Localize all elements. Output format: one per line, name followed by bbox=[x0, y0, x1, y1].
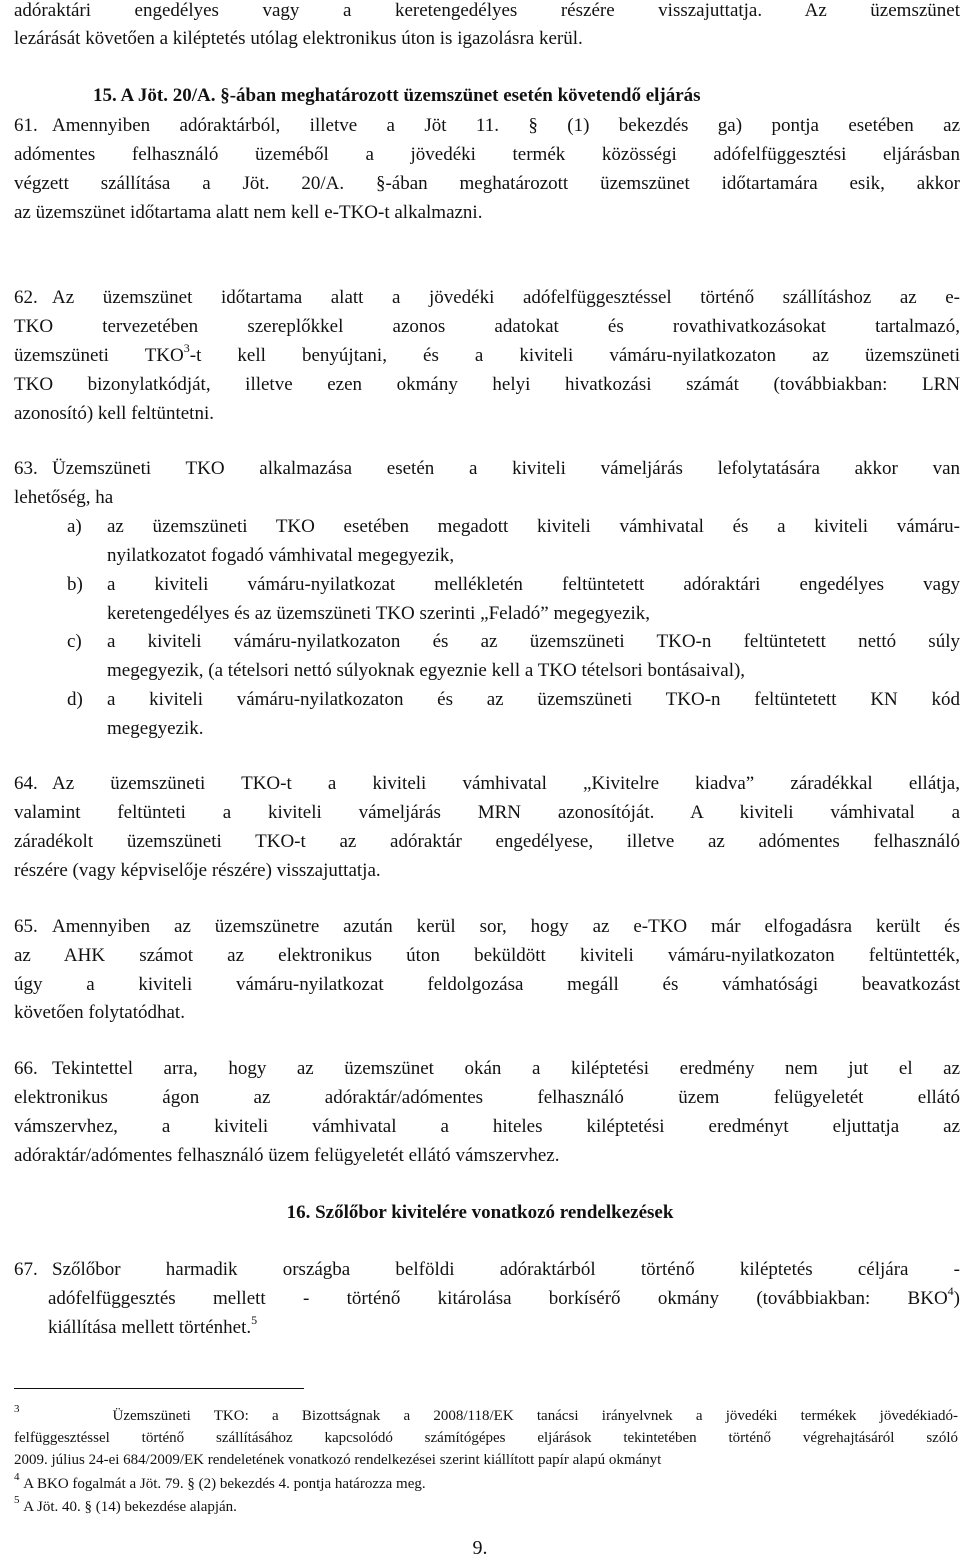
list-item-line: megegyezik, (a tételsori nettó súlyoknak egyeznie kell a TKO tételsori bontásaival), bbox=[107, 660, 746, 681]
paragraph-line: azonosító) kell feltüntetni. bbox=[14, 403, 214, 424]
footnote-marker: 5 bbox=[14, 1494, 20, 1506]
paragraph-line: Üzemszüneti TKO alkalmazása esetén a kiviteli vámeljárás lefolytatására akkor van bbox=[52, 458, 960, 479]
paragraph-line: adóraktári engedélyes vagy a keretengedélyes részére visszajuttatja. Az üzemszünet bbox=[14, 0, 960, 21]
footnote-marker: 4 bbox=[14, 1471, 20, 1483]
paragraph-line: úgy a kiviteli vámáru-nyilatkozat feldolgozása megáll és vámhatósági beavatkozást bbox=[14, 974, 960, 995]
text-segment: ) bbox=[953, 1288, 960, 1309]
list-item-line: a kiviteli vámáru-nyilatkozat mellékletén feltüntetett adóraktári engedélyes vagy bbox=[107, 574, 960, 595]
paragraph-line: Az üzemszüneti TKO-t a kiviteli vámhivatal „Kivitelre kiadva” záradékkal ellátja, bbox=[52, 773, 960, 794]
footnote-5 bbox=[14, 1494, 958, 1516]
paragraph-line: Amennyiben az üzemszünetre azután kerül sor, hogy az e-TKO már elfogadásra került és bbox=[52, 916, 960, 937]
paragraph-line bbox=[14, 340, 960, 367]
paragraph-line: Szőlőbor harmadik országba belföldi adóraktárból történő kiléptetés céljára - bbox=[52, 1259, 960, 1280]
text-segment: kiállítása mellett történhet. bbox=[48, 1317, 252, 1338]
footnote-text: Üzemszüneti TKO: a Bizottságnak a 2008/118/EK tanácsi irányelvnek a jövedéki termékek jövedékiadó- bbox=[112, 1408, 958, 1424]
item-number: 67. bbox=[14, 1259, 38, 1280]
item-number: 62. bbox=[14, 287, 38, 308]
paragraph-line bbox=[48, 1283, 960, 1310]
footnote-ref[interactable]: 3 bbox=[183, 340, 190, 355]
item-number: 64. bbox=[14, 773, 38, 794]
paragraph-line: lehetőség, ha bbox=[14, 487, 114, 508]
list-label: d) bbox=[67, 689, 83, 710]
item-number: 66. bbox=[14, 1058, 38, 1079]
paragraph-line: Amennyiben adóraktárból, illetve a Jöt 11. § (1) bekezdés ga) pontja esetében az bbox=[52, 115, 960, 136]
paragraph-line: TKO tervezetében szereplőkkel azonos adatokat és rovathivatkozásokat tartalmazó, bbox=[14, 316, 960, 337]
list-label: a) bbox=[67, 516, 82, 537]
footnote-3 bbox=[14, 1403, 958, 1425]
paragraph-line: záradékolt üzemszüneti TKO-t az adóraktár engedélyese, illetve az adómentes felhasználó bbox=[14, 831, 960, 852]
paragraph-line: valamint feltünteti a kiviteli vámeljárás MRN azonosítóját. A kiviteli vámhivatal a bbox=[14, 802, 960, 823]
list-item-line: megegyezik. bbox=[107, 718, 204, 739]
footnote-line: 2009. július 24-ei 684/2009/EK rendeletének vonatkozó rendelkezései szerint kiállított papír alapú okmányt bbox=[14, 1452, 662, 1468]
list-label: c) bbox=[67, 631, 82, 652]
section-heading: 16. Szőlőbor kivitelére vonatkozó rendelkezések bbox=[286, 1202, 674, 1223]
paragraph-line: Az üzemszünet időtartama alatt a jövedéki adófelfüggesztéssel történő szállításhoz az e- bbox=[52, 287, 960, 308]
text-segment: adófelfüggesztés mellett - történő kitárolása borkísérő okmány (továbbiakban: BKO bbox=[48, 1288, 948, 1309]
text-segment: -t kell benyújtani, és a kiviteli vámáru-nyilatkozaton az üzemszüneti bbox=[189, 345, 960, 366]
item-number: 65. bbox=[14, 916, 38, 937]
item-number: 63. bbox=[14, 458, 38, 479]
paragraph-line: az AHK számot az elektronikus úton beküldött kiviteli vámáru-nyilatkozaton feltüntették, bbox=[14, 945, 960, 966]
paragraph-line: követően folytatódhat. bbox=[14, 1002, 185, 1023]
paragraph-line: az üzemszünet időtartama alatt nem kell e-TKO-t alkalmazni. bbox=[14, 202, 483, 223]
footnote-ref[interactable]: 4 bbox=[947, 1283, 954, 1298]
paragraph-line: elektronikus ágon az adóraktár/adómentes felhasználó üzem felügyeletét ellátó bbox=[14, 1087, 960, 1108]
footnote-text: A Jöt. 40. § (14) bekezdése alapján. bbox=[23, 1499, 237, 1515]
footnote-separator bbox=[14, 1388, 304, 1389]
footnote-line: felfüggesztéssel történő szállításához kapcsolódó számítógépes eljárások tekintetében történő végrehajtásáról szóló bbox=[14, 1430, 958, 1446]
item-number: 61. bbox=[14, 115, 38, 136]
paragraph-line: Tekintettel arra, hogy az üzemszünet okán a kiléptetési eredmény nem jut el az bbox=[52, 1058, 960, 1079]
section-heading: 15. A Jöt. 20/A. §-ában meghatározott üzemszünet esetén követendő eljárás bbox=[93, 85, 701, 106]
list-item-line: az üzemszüneti TKO esetében megadott kiviteli vámhivatal és a kiviteli vámáru- bbox=[107, 516, 960, 537]
text-segment: üzemszüneti TKO bbox=[14, 345, 184, 366]
list-item-line: a kiviteli vámáru-nyilatkozaton és az üzemszüneti TKO-n feltüntetett nettó súly bbox=[107, 631, 960, 652]
paragraph-line: adómentes felhasználó üzeméből a jövedéki termék közösségi adófelfüggesztési eljárásban bbox=[14, 144, 960, 165]
paragraph-line: részére (vagy képviselője részére) visszajuttatja. bbox=[14, 860, 381, 881]
footnote-text: A BKO fogalmát a Jöt. 79. § (2) bekezdés 4. pontja határozza meg. bbox=[23, 1476, 426, 1492]
list-item-line: a kiviteli vámáru-nyilatkozaton és az üzemszüneti TKO-n feltüntetett KN kód bbox=[107, 689, 960, 710]
list-label: b) bbox=[67, 574, 83, 595]
paragraph-line: lezárását követően a kiléptetés utólag elektronikus úton is igazolásra kerül. bbox=[14, 28, 583, 49]
list-item-line: keretengedélyes és az üzemszüneti TKO szerinti „Feladó” megegyezik, bbox=[107, 603, 651, 624]
footnote-4 bbox=[14, 1471, 958, 1493]
paragraph-line: adóraktár/adómentes felhasználó üzem felügyeletét ellátó vámszervhez. bbox=[14, 1145, 560, 1166]
footnote-marker: 3 bbox=[14, 1403, 20, 1415]
list-item-line: nyilatkozatot fogadó vámhivatal megegyezik, bbox=[107, 545, 455, 566]
paragraph-line bbox=[48, 1312, 960, 1339]
paragraph-line: vámszervhez, a kiviteli vámhivatal a hiteles kiléptetési eredményt eljuttatja az bbox=[14, 1116, 960, 1137]
page-number: 9. bbox=[472, 1537, 488, 1559]
paragraph-line: végzett szállítása a Jöt. 20/A. §-ában meghatározott üzemszünet időtartamára esik, akkor bbox=[14, 173, 960, 194]
paragraph-line: TKO bizonylatkódját, illetve ezen okmány helyi hivatkozási számát (továbbiakban: LRN bbox=[14, 374, 960, 395]
footnote-ref[interactable]: 5 bbox=[251, 1312, 258, 1327]
